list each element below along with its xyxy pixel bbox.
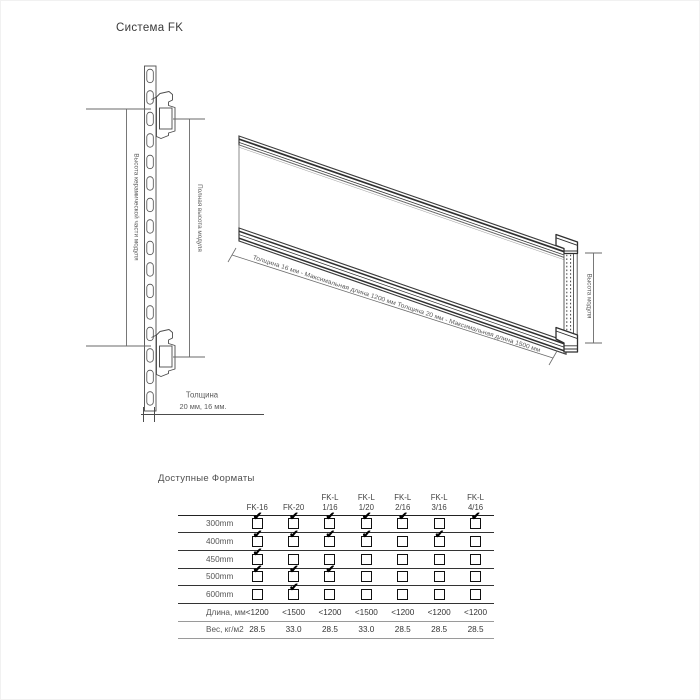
checkbox-checked-icon: ✔ xyxy=(397,518,408,529)
row-label: 300mm xyxy=(206,519,234,529)
column-header: FK-20 xyxy=(282,502,305,512)
table-row xyxy=(178,564,494,587)
checkbox-checked-icon: ✔ xyxy=(470,518,481,529)
format-cell: <1500 xyxy=(354,607,378,617)
formats-table-body xyxy=(178,511,494,640)
format-cell xyxy=(312,511,348,529)
checkbox-checked-icon: ✔ xyxy=(324,536,335,547)
format-cell xyxy=(312,529,348,547)
column-header: FK-16 xyxy=(246,502,268,512)
format-cell xyxy=(421,571,457,582)
format-cell xyxy=(385,589,421,600)
column-header: FK-L 3/16 xyxy=(430,493,448,512)
format-cell xyxy=(348,571,384,582)
format-cell xyxy=(275,511,311,529)
checkbox-unchecked-icon xyxy=(470,554,481,565)
row-label: 400mm xyxy=(206,537,234,547)
format-cell xyxy=(275,582,311,600)
format-cell: 33.0 xyxy=(358,625,375,635)
format-cell: <1200 xyxy=(318,607,342,617)
formats-section-title: Доступные Форматы xyxy=(158,473,255,484)
checkbox-unchecked-icon xyxy=(397,554,408,565)
checkbox-checked-icon: ✔ xyxy=(252,554,263,565)
table-row xyxy=(178,529,494,551)
checkbox-checked-icon: ✔ xyxy=(324,571,335,582)
panel-isometric xyxy=(239,136,578,354)
row-label: 500mm xyxy=(206,572,234,582)
dimension-ceramic-height-label: Высота керамической части модуля xyxy=(132,153,140,261)
format-cell xyxy=(312,554,348,565)
row-label: 600mm xyxy=(206,590,234,600)
checkbox-checked-icon: ✔ xyxy=(361,536,372,547)
checkbox-unchecked-icon xyxy=(361,589,372,600)
row-label: 450mm xyxy=(206,554,234,564)
checkbox-unchecked-icon xyxy=(434,589,445,600)
row-label: Вес, кг/м2 xyxy=(206,625,244,635)
format-cell xyxy=(275,564,311,582)
format-cell xyxy=(239,529,275,547)
format-cell xyxy=(275,554,311,565)
thickness-label: Толщина xyxy=(185,390,219,400)
format-cell xyxy=(457,571,493,582)
format-cell: 28.5 xyxy=(467,625,484,635)
max-length-note: Толщина 16 мм - Максимальная длина 1200 мм Толщина 20 мм - Максимальная длина 1500 мм xyxy=(251,254,518,347)
format-cell xyxy=(348,589,384,600)
format-cell xyxy=(385,571,421,582)
checkbox-checked-icon: ✔ xyxy=(288,518,299,529)
format-cell xyxy=(239,546,275,565)
checkbox-unchecked-icon xyxy=(288,554,299,565)
page-title: Система FK xyxy=(116,22,184,34)
format-cell xyxy=(457,589,493,600)
checkbox-checked-icon: ✔ xyxy=(288,571,299,582)
format-cell xyxy=(385,554,421,565)
thickness-values: 20 мм, 16 мм. xyxy=(179,402,227,411)
format-cell: 28.5 xyxy=(322,625,338,635)
column-header: FK-L 4/16 xyxy=(467,493,484,512)
checkbox-checked-icon: ✔ xyxy=(252,536,263,547)
row-label: Длина, мм xyxy=(206,607,246,617)
table-row xyxy=(178,546,494,569)
format-cell xyxy=(385,536,421,547)
format-cell xyxy=(239,564,275,582)
checkbox-unchecked-icon xyxy=(324,589,335,600)
dimension-ceramic-height xyxy=(86,109,151,346)
format-cell xyxy=(312,589,348,600)
checkbox-unchecked-icon xyxy=(434,571,445,582)
format-cell xyxy=(421,554,457,565)
format-cell: 28.5 xyxy=(431,625,448,635)
checkbox-checked-icon: ✔ xyxy=(288,589,299,600)
checkbox-unchecked-icon xyxy=(470,589,481,600)
checkbox-unchecked-icon xyxy=(324,554,335,565)
format-cell: <1200 xyxy=(427,607,451,617)
format-cell xyxy=(385,511,421,529)
format-cell: 28.5 xyxy=(394,625,411,635)
format-cell: <1200 xyxy=(464,607,488,617)
format-cell xyxy=(421,529,457,547)
format-cell xyxy=(348,511,384,529)
format-cell xyxy=(239,589,275,600)
format-cell: 28.5 xyxy=(249,625,266,635)
format-cell xyxy=(275,529,311,547)
checkbox-checked-icon: ✔ xyxy=(324,518,335,529)
format-cell xyxy=(348,554,384,565)
format-cell xyxy=(421,589,457,600)
table-row xyxy=(178,511,494,534)
column-header: FK-L 2/16 xyxy=(394,493,412,512)
format-cell xyxy=(421,518,457,529)
formats-table xyxy=(178,493,494,639)
checkbox-checked-icon: ✔ xyxy=(252,571,263,582)
checkbox-unchecked-icon xyxy=(361,571,372,582)
format-cell xyxy=(457,511,493,529)
checkbox-checked-icon: ✔ xyxy=(361,518,372,529)
column-header: FK-L 1/16 xyxy=(321,493,339,512)
format-cell: <1500 xyxy=(282,607,306,617)
format-cell: <1200 xyxy=(245,607,269,617)
dimension-module-height-label: Высота модуля xyxy=(585,273,593,319)
checkbox-unchecked-icon xyxy=(470,536,481,547)
checkbox-checked-icon: ✔ xyxy=(252,518,263,529)
format-cell: 33.0 xyxy=(285,625,302,635)
format-cell xyxy=(312,564,348,582)
dimension-full-height-label: Полная высота модуля xyxy=(196,184,203,252)
checkbox-unchecked-icon xyxy=(397,536,408,547)
formats-table-header-row xyxy=(178,493,494,516)
format-cell xyxy=(239,511,275,529)
rail-side-view xyxy=(145,66,176,411)
checkbox-checked-icon: ✔ xyxy=(434,536,445,547)
checkbox-checked-icon: ✔ xyxy=(288,536,299,547)
format-cell: <1200 xyxy=(391,607,415,617)
checkbox-unchecked-icon xyxy=(397,571,408,582)
format-cell xyxy=(457,554,493,565)
column-header: FK-L 1/20 xyxy=(357,493,375,512)
technical-drawing xyxy=(1,1,700,481)
table-row xyxy=(178,582,494,604)
checkbox-unchecked-icon xyxy=(252,589,263,600)
table-row xyxy=(178,622,494,640)
checkbox-unchecked-icon xyxy=(470,571,481,582)
checkbox-unchecked-icon xyxy=(397,589,408,600)
format-cell xyxy=(348,529,384,547)
checkbox-unchecked-icon xyxy=(434,518,445,529)
format-cell xyxy=(457,536,493,547)
table-row xyxy=(178,604,494,622)
checkbox-unchecked-icon xyxy=(361,554,372,565)
checkbox-unchecked-icon xyxy=(434,554,445,565)
